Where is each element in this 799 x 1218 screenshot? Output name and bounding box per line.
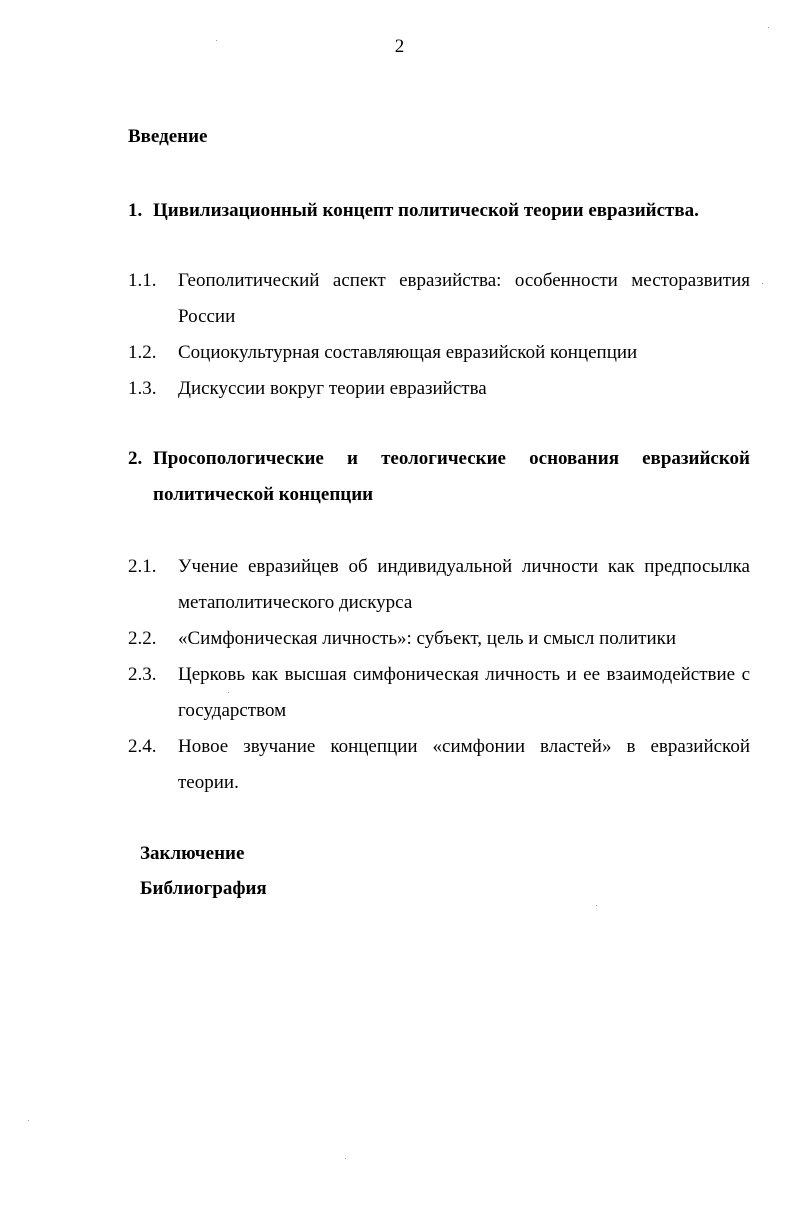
- scan-speck: [762, 283, 763, 284]
- toc-chapter-1: [128, 193, 750, 229]
- title-word: евразийской: [642, 448, 750, 469]
- toc-section-2-1: [128, 549, 750, 621]
- toc-section-2-3: [128, 657, 750, 729]
- scan-speck: [228, 692, 229, 693]
- chapter-2-title-line-2: политической концепции: [153, 484, 374, 505]
- section-number: 2.4.: [128, 736, 157, 757]
- section-number: 2.1.: [128, 556, 157, 577]
- section-number: 1.1.: [128, 270, 157, 291]
- toc-chapter-2: [128, 441, 750, 513]
- chapter-1-sections: [128, 263, 750, 407]
- chapter-1-title: Цивилизационный концепт политической теории евразийства.: [153, 200, 699, 221]
- title-word: основания: [529, 448, 619, 469]
- section-number: 2.2.: [128, 628, 157, 649]
- toc-section-2-4: [128, 729, 750, 801]
- toc-introduction: Введение: [128, 126, 208, 147]
- toc-section-1-3: [128, 371, 750, 407]
- page-number: 2: [394, 36, 405, 57]
- section-title: Учение евразийцев об индивидуальной личности как предпосылка метаполитического дискурса: [178, 556, 750, 613]
- title-word: теологические: [381, 448, 506, 469]
- section-title: Геополитический аспект евразийства: особенности месторазвития России: [178, 270, 750, 327]
- chapter-2-title: [128, 441, 750, 513]
- scan-speck: [596, 905, 597, 906]
- chapter-1-number: 1.: [128, 200, 143, 221]
- toc-section-1-2: [128, 335, 750, 371]
- scan-speck: [768, 27, 769, 28]
- toc-bibliography: Библиография: [140, 878, 267, 899]
- chapter-2-number: 2.: [128, 448, 143, 469]
- scan-speck: [216, 40, 217, 41]
- toc-section-1-1: [128, 263, 750, 335]
- section-title: «Симфоническая личность»: субъект, цель и смысл политики: [178, 628, 677, 649]
- toc-section-2-2: [128, 621, 750, 657]
- section-number: 1.2.: [128, 342, 157, 363]
- section-number: 2.3.: [128, 664, 157, 685]
- chapter-2-sections: [128, 549, 750, 801]
- section-title: Новое звучание концепции «симфонии властей» в евразийской теории.: [178, 736, 750, 793]
- chapter-2-title-line-1: [153, 441, 750, 477]
- toc-conclusion: Заключение: [140, 843, 245, 864]
- section-title: Церковь как высшая симфоническая личность и ее взаимодействие с государством: [178, 664, 750, 721]
- title-word: Просопологические: [153, 448, 324, 469]
- section-title: Социокультурная составляющая евразийской концепции: [178, 342, 638, 363]
- section-title: Дискуссии вокруг теории евразийства: [178, 378, 487, 399]
- section-number: 1.3.: [128, 378, 157, 399]
- scan-speck: [28, 1120, 29, 1121]
- title-word: и: [347, 448, 358, 469]
- scan-speck: [345, 1158, 346, 1159]
